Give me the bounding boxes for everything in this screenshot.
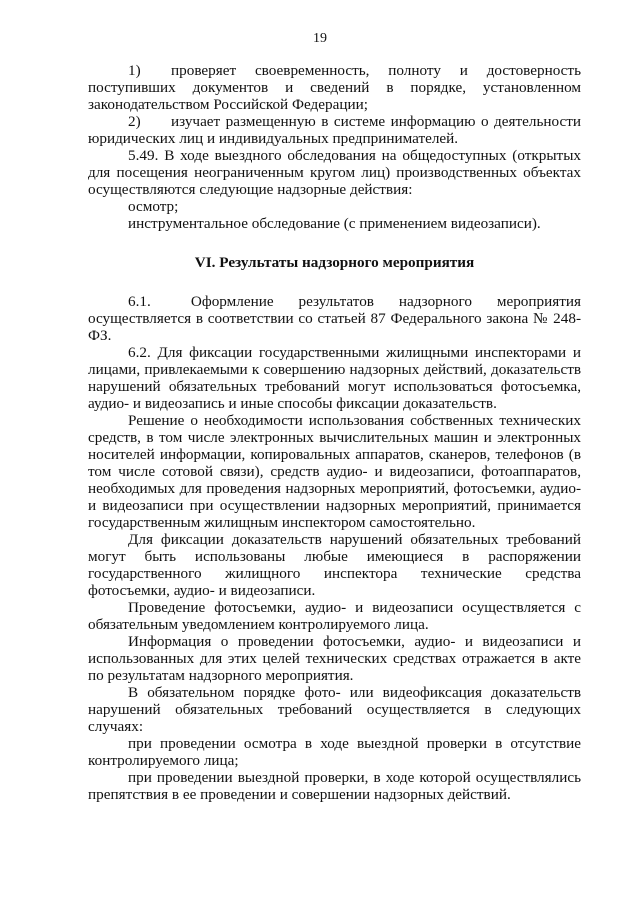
- page-number: 19: [313, 31, 327, 46]
- action-inspection: осмотр;: [128, 198, 179, 215]
- paragraph-mandatory-cases: В обязательном порядке фото- или видеофиксация доказательств нарушений обязательных требований осуществляется в следующих случаях:: [88, 684, 581, 735]
- paragraph-6-1: 6.1. Оформление результатов надзорного мероприятия осуществляется в соответствии со статьей 87 Федерального закона № 248-ФЗ.: [88, 293, 581, 344]
- paragraph-technical-means: Решение о необходимости использования собственных технических средств, в том числе электронных вычислительных машин и электронных носителей информации, копировальных аппаратов, сканеров, телефонов (в том числе сотовой связи), средств аудио- и видеозаписи, фотоаппаратов, необходимых для проведения надзорных мероприятий, фотосъемки, аудио- и видеозаписи при осуществлении надзорных мероприятий, принимается государственным жилищным инспектором самостоятельно.: [88, 412, 581, 531]
- paragraph-act-info: Информация о проведении фотосъемки, аудио- и видеозаписи и использованных для этих целей технических средствах отражается в акте по результатам надзорного мероприятия.: [88, 633, 581, 684]
- section-heading: VI. Результаты надзорного мероприятия: [194, 254, 475, 271]
- paragraph-evidence-fixation: Для фиксации доказательств нарушений обязательных требований могут быть использованы любые имеющиеся в распоряжении государственного жилищного инспектора технические средства фотосъемки, аудио- и видеозаписи.: [88, 531, 581, 599]
- paragraph-notification: Проведение фотосъемки, аудио- и видеозаписи осуществляется с обязательным уведомлением контролируемого лица.: [88, 599, 581, 633]
- list-item-2: 2) изучает размещенную в системе информацию о деятельности юридических лиц и индивидуальных предпринимателей.: [88, 113, 581, 147]
- case-absent-party: при проведении осмотра в ходе выездной проверки в отсутствие контролируемого лица;: [88, 735, 581, 769]
- case-obstruction: при проведении выездной проверки, в ходе которой осуществлялись препятствия в ее проведении и совершении надзорных действий.: [88, 769, 581, 803]
- document-body: [88, 62, 581, 803]
- paragraph-5-49: 5.49. В ходе выездного обследования на общедоступных (открытых для посещения неограниченным кругом лиц) производственных объектах осуществляются следующие надзорные действия:: [88, 147, 581, 198]
- list-item-1: 1) проверяет своевременность, полноту и достоверность поступивших документов и сведений в порядке, установленном законодательством Российской Федерации;: [88, 62, 581, 113]
- action-instrumental-survey: инструментальное обследование (с применением видеозаписи).: [128, 215, 541, 232]
- paragraph-6-2: 6.2. Для фиксации государственными жилищными инспекторами и лицами, привлекаемыми к совершению надзорных действий, доказательств нарушений обязательных требований могут использоваться фотосъемка, аудио- и видеозапись и иные способы фиксации доказательств.: [88, 344, 581, 412]
